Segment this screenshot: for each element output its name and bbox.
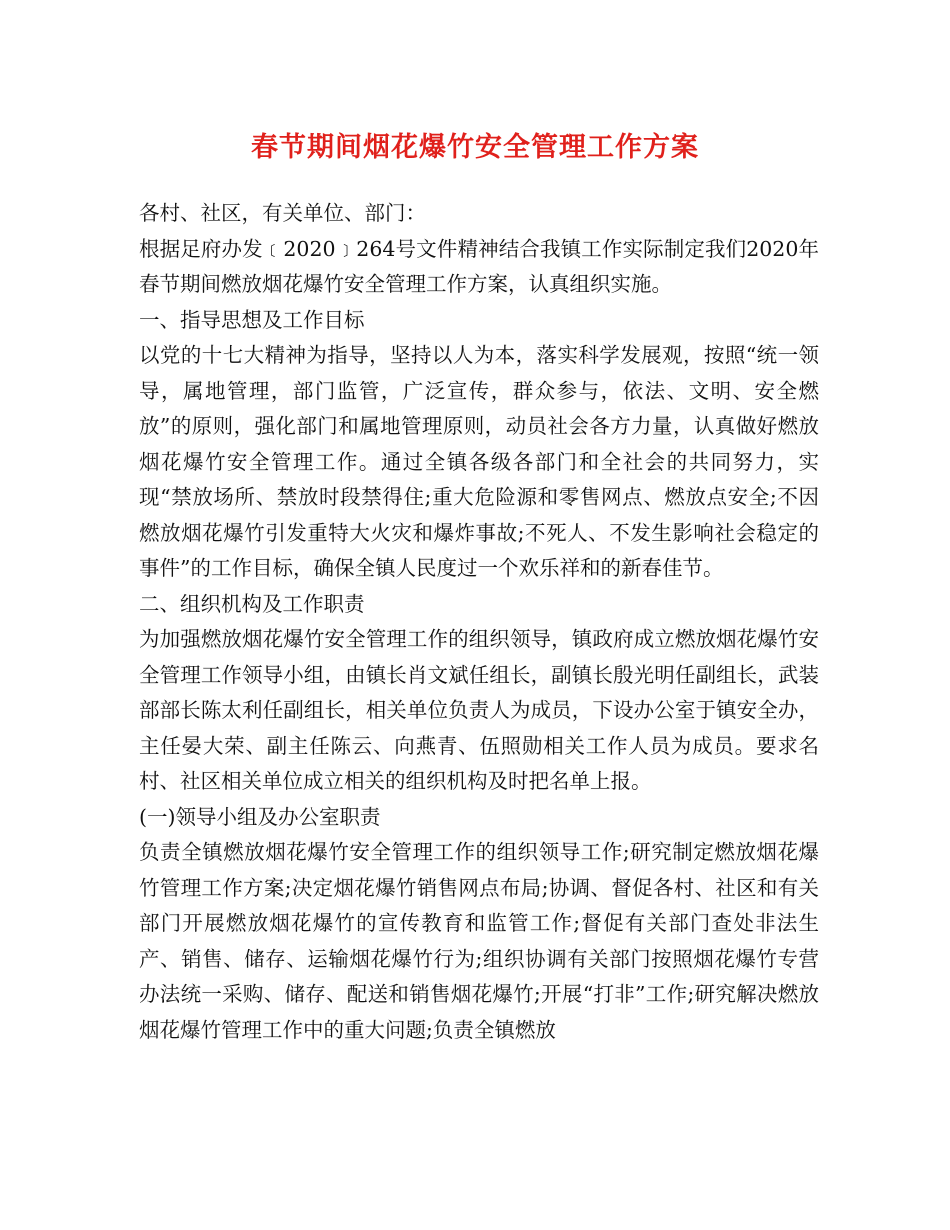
section-2-paragraph: 为加强燃放烟花爆竹安全管理工作的组织领导，镇政府成立燃放烟花爆竹安全管理工作领导小组，由镇长肖文斌任组长，副镇长殷光明任副组长，武装部部长陈太利任副组长，相关单位负责人为成员，下设办公室于镇安全办，主任晏大荣、副主任陈云、向燕青、伍照勋相关工作人员为成员。要求名村、社区相关单位成立相关的组织机构及时把名单上报。: [139, 627, 819, 793]
document-title: 春节期间烟花爆竹安全管理工作方案: [251, 132, 699, 163]
subsection-1-paragraph: 负责全镇燃放烟花爆竹安全管理工作的组织领导工作;研究制定燃放烟花爆竹管理工作方案;决定烟花爆竹销售网点布局;协调、督促各村、社区和有关部门开展燃放烟花爆竹的宣传教育和监管工作;督促有关部门查处非法生产、销售、储存、运输烟花爆竹行为;组织协调有关部门按照烟花爆竹专营办法统一采购、储存、配送和销售烟花爆竹;开展“打非”工作;研究解决燃放烟花爆竹管理工作中的重大问题;负责全镇燃放: [139, 840, 819, 1042]
section-heading-1: 一、指导思想及工作目标: [139, 307, 365, 332]
section-1-paragraph: 以党的十七大精神为指导，坚持以人为本，落实科学发展观，按照“统一领导，属地管理，部门监管，广泛宣传，群众参与，依法、文明、安全燃放”的原则，强化部门和属地管理原则，动员社会各方力量，认真做好燃放烟花爆竹安全管理工作。通过全镇各级各部门和全社会的共同努力，实现“禁放场所、禁放时段禁得住;重大危险源和零售网点、燃放点安全;不因燃放烟花爆竹引发重特大火灾和爆炸事故;不死人、不发生影响社会稳定的事件”的工作目标，确保全镇人民度过一个欢乐祥和的新春佳节。: [139, 343, 819, 580]
document-body: [139, 196, 819, 1048]
section-heading-2: 二、组织机构及工作职责: [139, 591, 365, 616]
intro-paragraph: 根据足府办发﹝2020﹞264号文件精神结合我镇工作实际制定我们2020年春节期间燃放烟花爆竹安全管理工作方案，认真组织实施。: [139, 236, 819, 296]
subsection-heading-1: (一)领导小组及办公室职责: [139, 804, 381, 829]
salutation: 各村、社区，有关单位、部门：: [139, 201, 426, 225]
